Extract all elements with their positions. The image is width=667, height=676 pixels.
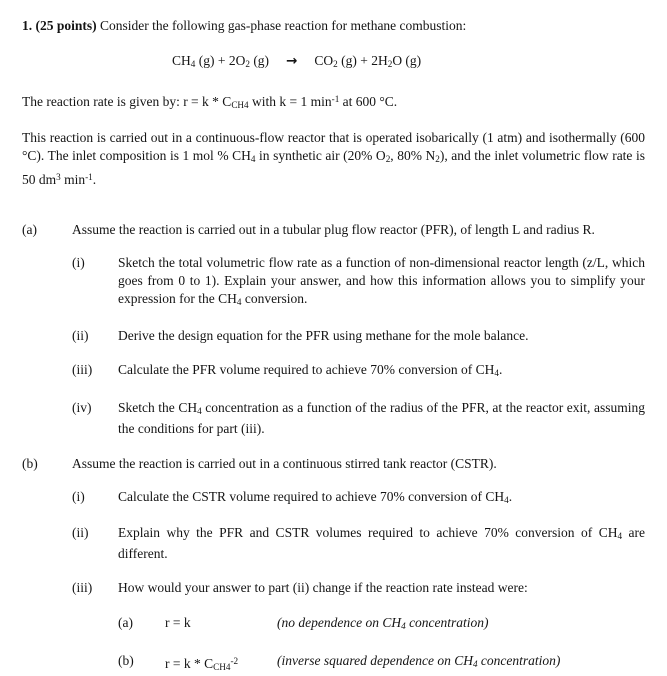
part-a-item-ii-label: (ii) (72, 327, 89, 343)
reaction-equation: CH4 (g) + 2O2 (g) → CO2 (g) + 2H2O (g) (172, 53, 422, 70)
part-a-item-i-label: (i) (72, 254, 85, 270)
part-a-item-ii (72, 327, 645, 345)
part-a-item-i (72, 254, 645, 311)
part-b (22, 455, 645, 473)
part-a-item-iv-text: Sketch the CH4 concentration as a function of the radius of the PFR, at the reactor exit, assuming the conditions for part (iii). (118, 399, 645, 436)
problem-heading: 1. (25 points) Consider the following gas-phase reaction for methane combustion: (22, 18, 467, 33)
part-a-item-iii (72, 361, 645, 382)
rate-option-b (118, 652, 645, 676)
part-a-item-iv-label: (iv) (72, 399, 92, 415)
part-b-item-iii-label: (iii) (72, 579, 93, 595)
rate-option-b-note: (inverse squared dependence on CH4 concentration) (277, 652, 561, 669)
part-a-item-ii-text: Derive the design equation for the PFR using methane for the mole balance. (118, 327, 529, 343)
rate-option-a-label: (a) (118, 614, 133, 630)
rate-option-b-label: (b) (118, 652, 134, 668)
part-b-item-i-label: (i) (72, 488, 85, 504)
rate-law-line: The reaction rate is given by: r = k * CCH4 with k = 1 $\min^{-1}$ at 600 °C. (22, 93, 398, 110)
part-a-item-iv (72, 399, 645, 438)
part-b-item-i-text: Calculate the CSTR volume required to achieve 70% conversion of CH4. (118, 488, 513, 505)
reactor-description-paragraph: This reaction is carried out in a continuous-flow reactor that is operated isobarically (1 atm) and isothermally (600 °C). The inlet composition is 1 mol % CH4 in synthetic air (20% O2, 80% N2), and the inlet volumetric flow rate is 50 $dm^3$ $\min^{-1}$. (22, 129, 645, 187)
part-a-item-iii-label: (iii) (72, 361, 93, 377)
part-b-text: Assume the reaction is carried out in a continuous stirred tank reactor (CSTR). (72, 455, 497, 471)
rate-option-a-formula: r = k (165, 614, 191, 630)
part-a-label: (a) (22, 221, 37, 237)
part-b-item-ii-label: (ii) (72, 524, 89, 540)
part-a-items (72, 254, 645, 438)
part-b-item-iii-text: How would your answer to part (ii) change if the reaction rate instead were: (118, 579, 528, 595)
part-a-item-iii-text: Calculate the PFR volume required to achieve 70% conversion of CH4. (118, 361, 503, 378)
part-b-item-ii (72, 524, 645, 563)
part-b-item-i (72, 488, 645, 509)
rate-option-a-note: (no dependence on CH4 concentration) (277, 614, 489, 631)
part-b-item-ii-text: Explain why the PFR and CSTR volumes required to achieve 70% conversion of CH4 are different. (118, 524, 645, 561)
part-a-text: Assume the reaction is carried out in a tubular plug flow reactor (PFR), of length L and radius R. (72, 221, 595, 237)
rate-option-a (118, 614, 645, 635)
part-a-item-i-text: Sketch the total volumetric flow rate as a function of non-dimensional reactor length (z/L, which goes from 0 to 1). Explain your answer, and how this information allows you to simplify your expression for the CH4 conversion. (118, 254, 645, 307)
part-a (22, 221, 645, 239)
part-b-label: (b) (22, 455, 38, 471)
part-b-item-iii (72, 579, 645, 676)
rate-option-b-formula: $r = k * CCH4^{-2}$ (165, 655, 239, 672)
part-b-items (72, 488, 645, 676)
